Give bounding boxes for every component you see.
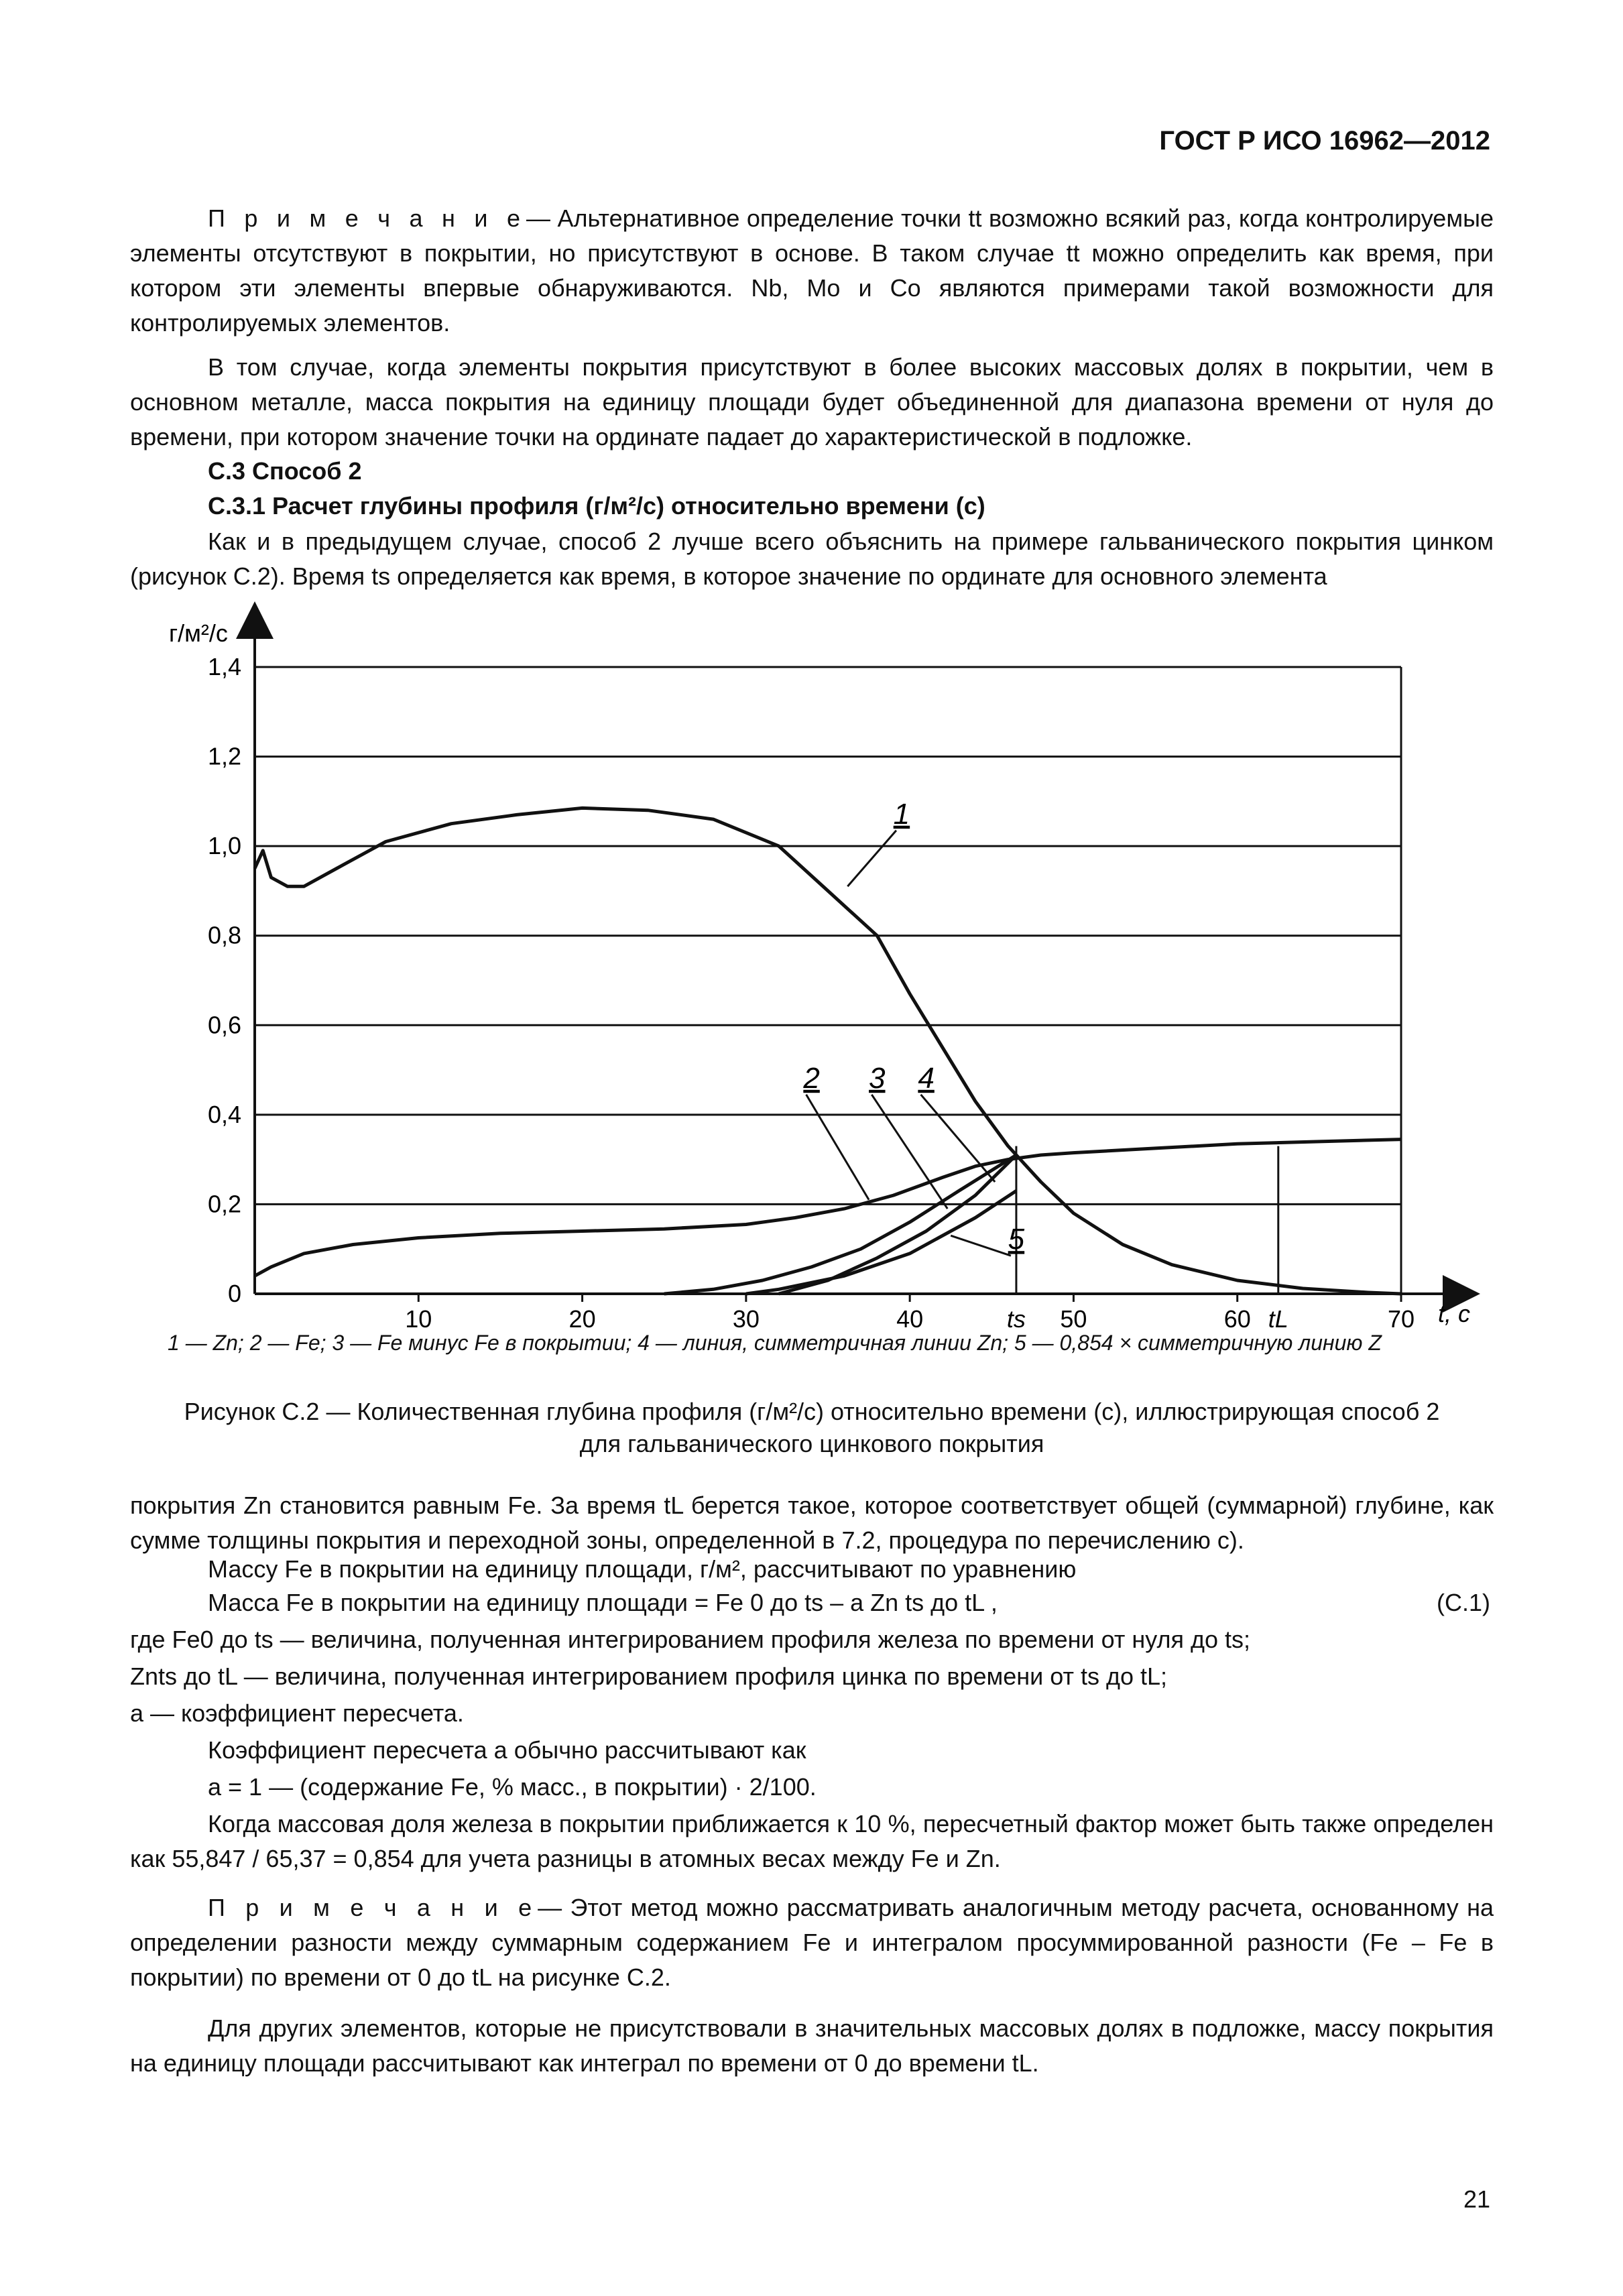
series-2-line bbox=[255, 1140, 1401, 1276]
special-tick-label: ts bbox=[1006, 1305, 1026, 1333]
callout-label-2: 2 bbox=[803, 1061, 820, 1095]
where-line-2: Znts до tL — величина, полученная интегрированием профиля цинка по времени от ts до tL; bbox=[130, 1663, 1168, 1690]
x-axis-label: t, с bbox=[1438, 1300, 1471, 1327]
chart-series bbox=[255, 808, 1401, 1294]
series-5-line bbox=[746, 1191, 1016, 1294]
paragraph-5: Для других элементов, которые не присутствовали в значительных массовых долях в подложке, массу покрытия на единицу площади рассчитывают как интеграл по времени от 0 до времени tL. bbox=[130, 2014, 1494, 2077]
where-line-1: где Fe0 до ts — величина, полученная интегрированием профиля железа по времени от нуля до ts; bbox=[130, 1626, 1250, 1653]
y-tick-label: 0,6 bbox=[207, 1011, 241, 1039]
callout-label-1: 1 bbox=[893, 797, 910, 831]
note-2 bbox=[130, 1890, 1494, 1995]
y-tick-labels bbox=[208, 653, 241, 1307]
note-1-label: П р и м е ч а н и е bbox=[208, 204, 527, 232]
paragraph-2: Как и в предыдущем случае, способ 2 лучше всего объяснить на примере гальванического покрытия цинком (рисунок С.2). Время ts определяется как время, в которое значение по ординате для основного элемента bbox=[130, 528, 1494, 590]
figure-legend: 1 — Zn; 2 — Fe; 3 — Fe минус Fe в покрытии; 4 — линия, симметричная линии Zn; 5 — 0,854 × симметричную линию Z bbox=[168, 1331, 1382, 1355]
callout-leader-2 bbox=[806, 1095, 869, 1200]
y-tick-label: 0 bbox=[227, 1280, 241, 1307]
callout-leader-5 bbox=[951, 1235, 1011, 1256]
figure-caption-line-2: для гальванического цинкового покрытия bbox=[579, 1430, 1044, 1457]
y-tick-label: 1,2 bbox=[207, 742, 241, 770]
paragraph-3: покрытия Zn становится равным Fe. За время tL берется такое, которое соответствует общей (суммарной) глубине, как сумме толщины покрытия и переходной зоны, определенной в 7.2, процедура по перечислению c). bbox=[130, 1492, 1494, 1554]
callout-label-4: 4 bbox=[918, 1061, 935, 1095]
equation-number: (С.1) bbox=[1437, 1589, 1490, 1616]
x-tick-label: 60 bbox=[1223, 1305, 1251, 1333]
note-1-text: — Альтернативное определение точки tt возможно всякий раз, когда контролируемые элементы отсутствуют в покрытии, но присутствуют в основе. В таком случае tt можно определить как время, при котором эти элементы впервые обнаруживаются. Nb, Mo и Co являются примерами такой возможности для контролируемых элементов. bbox=[130, 204, 1494, 337]
mass-intro-line: Массу Fe в покрытии на единицу площади, г/м², рассчитывают по уравнению bbox=[208, 1555, 1077, 1583]
x-tick-label: 10 bbox=[405, 1305, 432, 1333]
page-number: 21 bbox=[1463, 2185, 1490, 2213]
callout-label-5: 5 bbox=[1008, 1223, 1025, 1256]
x-tick-label: 20 bbox=[568, 1305, 596, 1333]
x-tick-label: 30 bbox=[732, 1305, 760, 1333]
callout-label-3: 3 bbox=[869, 1061, 886, 1095]
note-2-label: П р и м е ч а н и е bbox=[208, 1894, 538, 1921]
paragraph-1: В том случае, когда элементы покрытия присутствуют в более высоких массовых долях в покрытии, чем в основном металле, масса покрытия на единицу площади будет объединенной для диапазона времени от нуля до времени, при котором значение точки на ординате падает до характеристической в подложке. bbox=[130, 353, 1494, 450]
y-tick-label: 0,8 bbox=[207, 921, 241, 949]
coefficient-line-1: Коэффициент пересчета a обычно рассчитывают как bbox=[208, 1736, 806, 1764]
profile-chart bbox=[127, 600, 1495, 1378]
section-c3-heading: С.3 Способ 2 bbox=[208, 457, 362, 485]
note-2-text: — Этот метод можно рассматривать аналогичным методу расчета, основанному на определении разности между суммарным содержанием Fe и интегралом просуммированной разности (Fe – Fe в покрытии) по времени от 0 до tL на рисунке С.2. bbox=[130, 1894, 1494, 1991]
figure-caption-line-1: Рисунок С.2 — Количественная глубина профиля (г/м²/с) относительно времени (с), иллюстрирующая способ 2 bbox=[184, 1398, 1440, 1425]
y-axis-label: г/м²/с bbox=[169, 619, 228, 647]
y-tick-label: 0,2 bbox=[207, 1190, 241, 1218]
section-c31-heading: С.3.1 Расчет глубины профиля (г/м²/с) относительно времени (с) bbox=[208, 492, 985, 520]
chart-axes bbox=[255, 620, 1461, 1294]
note-1 bbox=[130, 201, 1494, 341]
series-1-line bbox=[255, 808, 1401, 1294]
callout-leader-1 bbox=[847, 831, 896, 887]
paragraph-4: Когда массовая доля железа в покрытии приближается к 10 %, пересчетный фактор может быть также определен как 55,847 / 65,37 = 0,854 для учета разницы в атомных весах между Fe и Zn. bbox=[130, 1810, 1494, 1872]
x-tick-label: 70 bbox=[1387, 1305, 1415, 1333]
x-tick-label: 50 bbox=[1060, 1305, 1087, 1333]
special-tick-label: tL bbox=[1268, 1305, 1288, 1333]
coefficient-line-2: a = 1 — (содержание Fe, % масс., в покрытии) · 2/100. bbox=[208, 1773, 817, 1801]
y-tick-label: 0,4 bbox=[207, 1100, 241, 1128]
chart-grid bbox=[255, 667, 1401, 1294]
equation: Масса Fe в покрытии на единицу площади = Fe 0 до ts – a Zn ts до tL , bbox=[208, 1589, 998, 1616]
document-header: ГОСТ Р ИСО 16962—2012 bbox=[1159, 126, 1490, 156]
x-tick-label: 40 bbox=[896, 1305, 924, 1333]
where-line-3: a — коэффициент пересчета. bbox=[130, 1699, 464, 1727]
y-tick-label: 1,4 bbox=[207, 653, 241, 680]
callout-leader-4 bbox=[921, 1095, 996, 1182]
y-tick-label: 1,0 bbox=[207, 832, 241, 860]
